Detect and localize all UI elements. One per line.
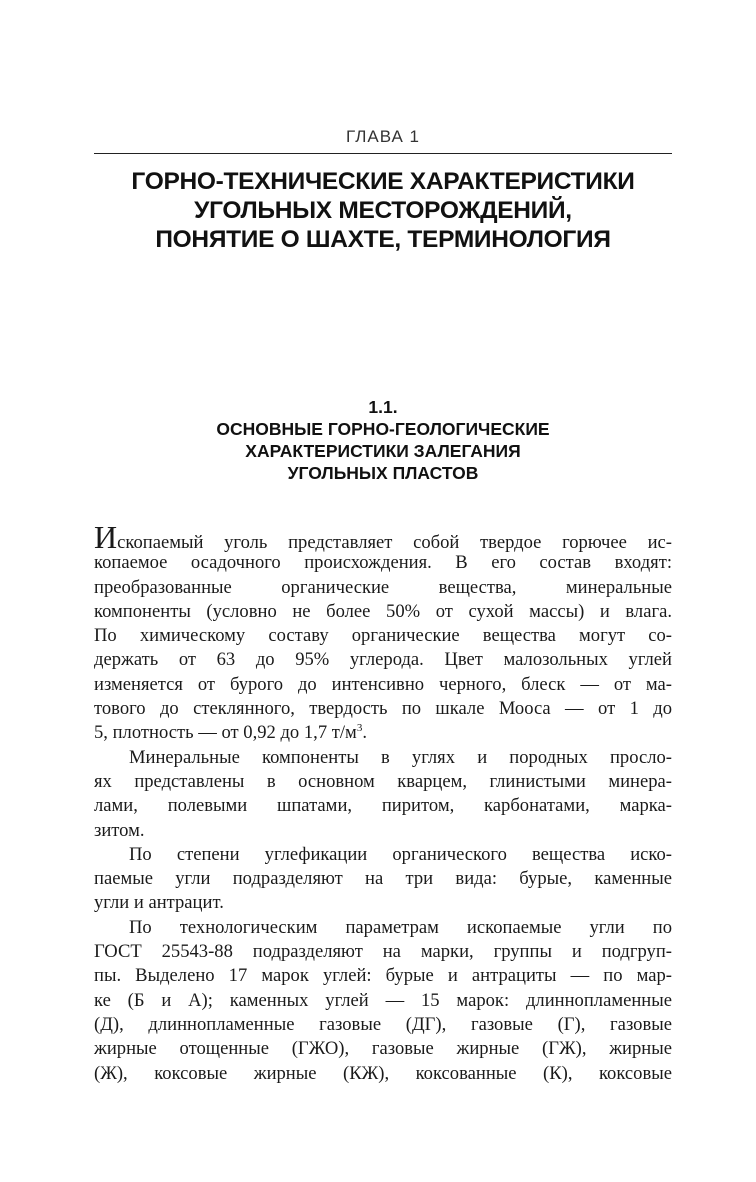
text-line: угли и антрацит. [94,892,224,914]
text-line: пы. Выделено 17 марок углей: бурые и антрациты — по мар- [94,965,672,987]
text-line: (Д), длиннопламенные газовые (ДГ), газовые (Г), газовые [94,1013,672,1035]
chapter-title-line: ПОНЯТИЕ О ШАХТЕ, ТЕРМИНОЛОГИЯ [155,226,611,253]
text-line: ях представлены в основном кварцем, глинистыми минера- [94,770,672,792]
text-line: По химическому составу органические вещества могут со- [94,625,672,647]
chapter-label: ГЛАВА 1 [345,127,421,146]
text-line: держать от 63 до 95% углерода. Цвет малозольных углей [94,649,672,671]
text-line: ГОСТ 25543-88 подразделяют на марки, группы и подгруп- [94,941,672,963]
body-text [94,519,672,1086]
text-line: изменяется от бурого до интенсивно черного, блеск — от ма- [94,673,672,695]
section-title-line: ХАРАКТЕРИСТИКИ ЗАЛЕГАНИЯ [245,441,521,461]
section-heading [94,396,672,484]
text-line: компоненты (условно не более 50% от сухой массы) и влага. [94,600,672,622]
text-line: ке (Б и А); каменных углей — 15 марок: длиннопламенные [94,989,672,1011]
chapter-divider [94,153,672,154]
text-line: Минеральные компоненты в углях и породных просло- [129,746,672,768]
text-line: преобразованные органические вещества, минеральные [94,576,672,598]
text-line: Ископаемый уголь представляет собой твердое горючее ис- [94,519,672,555]
section-number: 1.1. [368,397,398,417]
text-line: паемые угли подразделяют на три вида: бурые, каменные [94,868,672,890]
text-line: зитом. [94,819,145,841]
text-line: (Ж), коксовые жирные (КЖ), коксованные (К), коксовые [94,1062,672,1084]
section-title-line: УГОЛЬНЫХ ПЛАСТОВ [287,463,479,483]
text-line: По технологическим параметрам ископаемые угли по [129,916,672,938]
text-line: По степени углефикации органического вещества иско- [129,843,672,865]
text-line: тового до стеклянного, твердость по шкале Мооса — от 1 до [94,698,672,720]
text-line: копаемое осадочного происхождения. В его состав входят: [94,552,672,574]
text-line: лами, полевыми шпатами, пиритом, карбонатами, марка- [94,795,672,817]
drop-cap: И [94,519,118,555]
text-line: жирные отощенные (ГЖО), газовые жирные (ГЖ), жирные [94,1038,672,1060]
section-title-line: ОСНОВНЫЕ ГОРНО-ГЕОЛОГИЧЕСКИЕ [216,419,550,439]
chapter-title [84,167,682,254]
chapter-title-line: УГОЛЬНЫХ МЕСТОРОЖДЕНИЙ, [194,197,572,224]
chapter-title-line: ГОРНО-ТЕХНИЧЕСКИЕ ХАРАКТЕРИСТИКИ [131,168,635,195]
text-line: 5, плотность — от 0,92 до 1,7 $т/м^3$. [94,722,367,744]
